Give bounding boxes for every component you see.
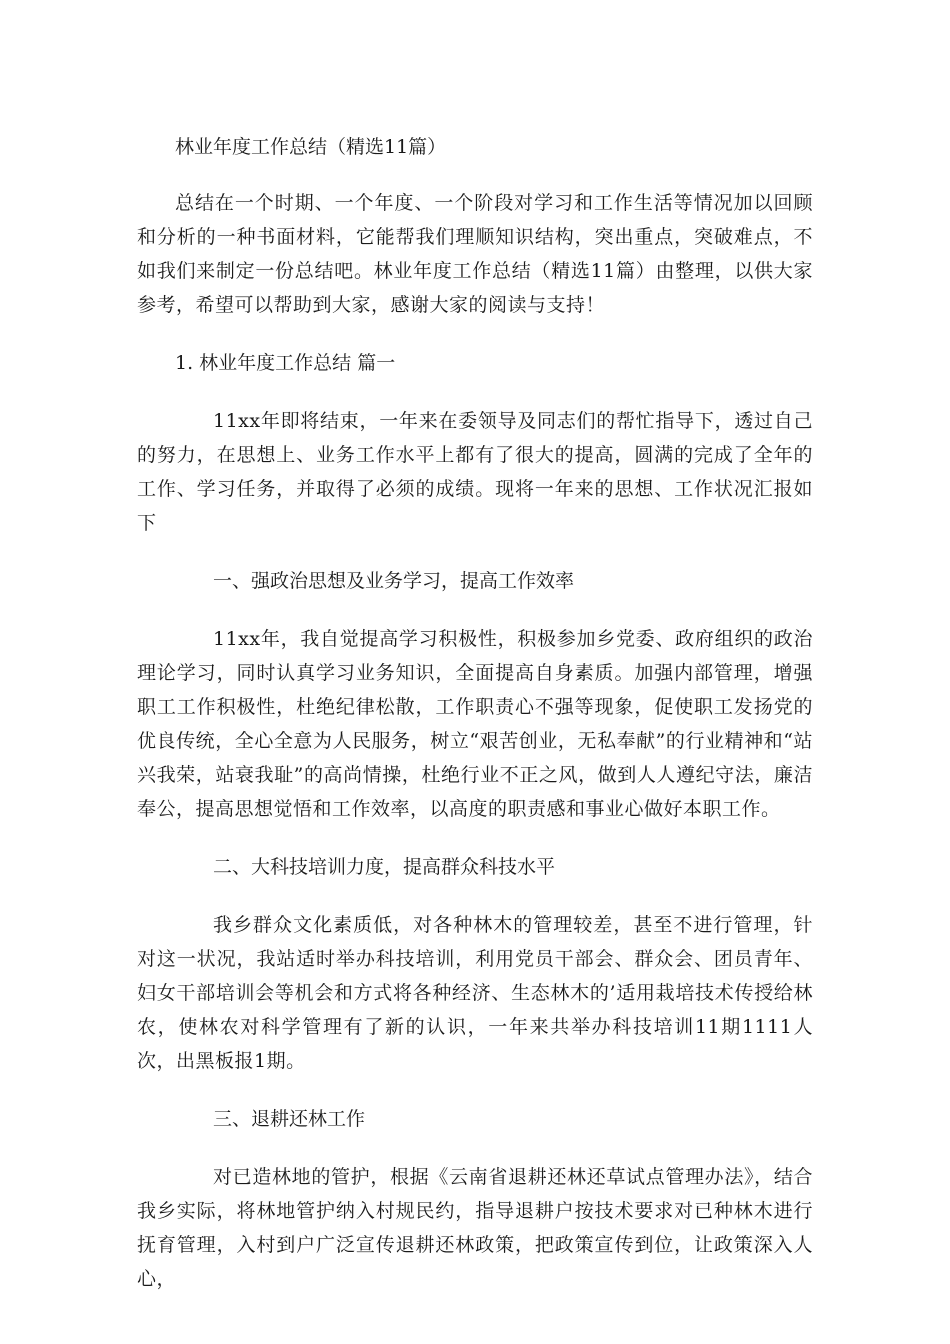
section-heading-1: 1. 林业年度工作总结 篇一 (175, 352, 396, 374)
subsection2-paragraph: 我乡群众文化素质低，对各种林木的管理较差，甚至不进行管理，针对这一状况，我站适时举办科技培训，利用党员干部会、群众会、团员青年、妇女干部培训会等机会和方式将各种经济、生态林木的’适用栽培技术传授给林农，使林农对科学管理有了新的认识，一年来共举办科技培训11期1111人次，出黑板报1期。 (137, 914, 813, 1072)
intro-paragraph: 总结在一个时期、一个年度、一个阶段对学习和工作生活等情况加以回顾和分析的一种书面材料，它能帮我们理顺知识结构，突出重点，突破难点，不如我们来制定一份总结吧。林业年度工作总结（精选11篇）由整理，以供大家参考，希望可以帮助到大家，感谢大家的阅读与支持！ (137, 192, 813, 316)
subsection-heading-2: 二、大科技培训力度，提高群众科技水平 (213, 856, 556, 878)
subsection1-paragraph: 11xx年，我自觉提高学习积极性，积极参加乡党委、政府组织的政治理论学习，同时认真学习业务知识，全面提高自身素质。加强内部管理，增强职工工作积极性，杜绝纪律松散，工作职责心不强等现象，促使职工发扬党的优良传统，全心全意为人民服务，树立“艰苦创业，无私奉献”的行业精神和“站兴我荣，站衰我耻”的高尚情操，杜绝行业不正之风，做到人人遵纪守法，廉洁奉公，提高思想觉悟和工作效率，以高度的职责感和事业心做好本职工作。 (137, 628, 813, 820)
subsection-heading-1: 一、强政治思想及业务学习，提高工作效率 (213, 570, 575, 592)
subsection3-paragraph: 对已造林地的管护，根据《云南省退耕还林还草试点管理办法》，结合我乡实际，将林地管护纳入村规民约，指导退耕户按技术要求对已种林木进行抚育管理，入村到户广泛宣传退耕还林政策，把政策宣传到位，让政策深入人心， (137, 1166, 813, 1290)
section1-paragraph: 11xx年即将结束，一年来在委领导及同志们的帮忙指导下，透过自己的努力，在思想上、业务工作水平上都有了很大的提高，圆满的完成了全年的工作、学习任务，并取得了必须的成绩。现将一年来的思想、工作状况汇报如下 (137, 410, 813, 534)
document-title: 林业年度工作总结（精选11篇） (175, 136, 447, 158)
document-body (137, 130, 813, 1320)
subsection-heading-3: 三、退耕还林工作 (213, 1108, 366, 1130)
